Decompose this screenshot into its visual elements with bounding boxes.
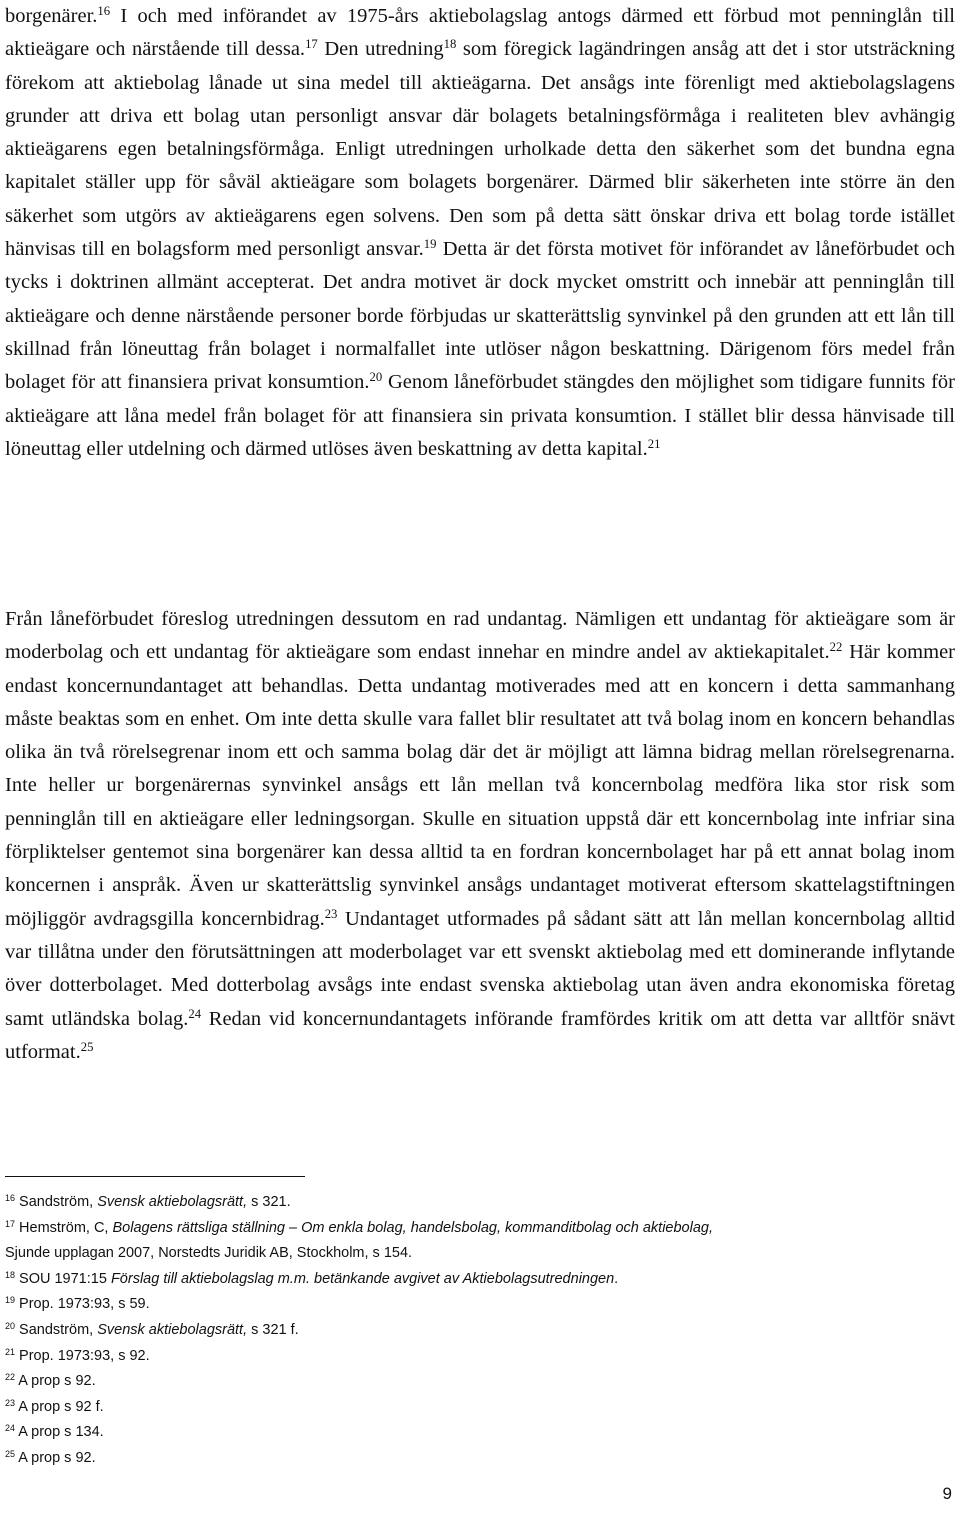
text-run: s 321. [247, 1194, 291, 1210]
text-run: Undantaget utformades på sådant sätt att lån mellan koncernbolag alltid var tillåtna under den förutsättningen att moderbolaget var ett svenskt aktiebolag med ett dominerande inflytande över dotterbolaget. Med dotterbolag avsågs inte endast svenska aktiebolag utan även andra ekonomiska företag samt utländska bolag. [5, 907, 955, 1030]
footnote-number: 21 [5, 1346, 15, 1357]
footnote-reference: 18 [443, 37, 457, 52]
footnote-number: 19 [5, 1295, 15, 1306]
footnote-17-continued [5, 1241, 955, 1267]
text-run: s 321 f. [247, 1321, 299, 1338]
text-run: Prop. 1973:93, s 59. [19, 1296, 150, 1313]
text-run: . [614, 1270, 619, 1287]
text-run: Den utredning [317, 38, 444, 61]
footnote-18 [5, 1267, 955, 1293]
footnote-19 [5, 1292, 955, 1318]
footnote-number: 22 [5, 1372, 15, 1383]
footnote-reference: 20 [369, 370, 383, 385]
text-run: Prop. 1973:93, s 92. [19, 1347, 150, 1364]
italic-title: Bolagens rättsliga ställning – Om enkla bolag, handelsbolag, kommanditbolag och aktiebolag, [112, 1219, 714, 1236]
italic-title: Svensk aktiebolagsrätt, [97, 1321, 248, 1338]
footnote-reference: 24 [188, 1006, 202, 1021]
footnote-21 [5, 1344, 955, 1370]
footnote-number: 23 [5, 1397, 15, 1408]
footnote-16 [5, 1190, 955, 1216]
text-run: Sjunde upplagan 2007, Norstedts Juridik AB, Stockholm, s 154. [5, 1245, 413, 1262]
text-run: A prop s 92. [18, 1373, 96, 1390]
text-run: A prop s 134. [18, 1424, 104, 1441]
footnote-number: 25 [5, 1449, 15, 1459]
text-run: Detta är det första motivet för införandet av låneförbudet och tycks i doktrinen allmänt accepterat. Det andra motivet är dock mycket omstritt och innebär att penninglån till aktieägare och denne närstående personer borde förbjudas ur skatterättslig synvinkel på den grunden att ett lån till skillnad från löneuttag från bolaget i normalfallet inte utlöser någon beskattning. Därigenom förs medel från bolaget för att finansiera privat konsumtion. [5, 238, 955, 394]
text-run: Sandström, [19, 1194, 98, 1210]
text-run: SOU 1971:15 [19, 1270, 111, 1287]
text-run: Sandström, [19, 1321, 98, 1338]
text-run: Hemström, C, [19, 1219, 113, 1236]
text-run: borgenärer. [5, 5, 98, 27]
italic-title: Förslag till aktiebolagslag m.m. betänkande avgivet av Aktiebolagsutredningen [110, 1270, 615, 1287]
text-run: A prop s 92 f. [18, 1398, 104, 1415]
footnote-reference: 16 [97, 4, 111, 19]
footnote-24 [5, 1420, 955, 1446]
footnote-separator [5, 1176, 305, 1177]
footnote-reference: 23 [324, 906, 338, 921]
text-run: A prop s 92. [18, 1449, 96, 1466]
text-run: Från låneförbudet föreslog utredningen dessutom en rad undantag. Nämligen ett undantag för aktieägare som är moderbolag och ett undantag för aktieägare som endast innehar en mindre andel av aktiekapitalet. [5, 608, 955, 664]
footnote-22 [5, 1369, 955, 1395]
body-paragraph-1 [5, 0, 955, 466]
italic-title: Svensk aktiebolagsrätt, [97, 1194, 248, 1210]
text-run: Genom låneförbudet stängdes den möjlighet som tidigare funnits för aktieägare att låna medel från bolaget för att finansiera sin privata konsumtion. I stället blir dessa hänvisade till löneuttag eller utdelning och därmed utlöses även beskattning av detta kapital. [5, 371, 955, 460]
footnote-reference: 25 [80, 1039, 94, 1054]
footnote-number: 20 [5, 1321, 15, 1332]
footnote-number: 18 [5, 1269, 15, 1280]
body-paragraph-2 [5, 603, 955, 1069]
text-run: som föregick lagändringen ansåg att det i stor utsträckning förekom att aktiebolag lånade ut sina medel till aktieägarna. Det ansågs inte förenligt med aktiebolagslagens grunder att driva ett bolag utan personligt ansvar där bolagets betalningsförmåga i realiteten blev avhängig aktieägarens egen betalningsförmåga. Enligt utredningen urholkade detta den säkerhet som det bundna egna kapitalet ställer upp för såväl aktieägare som bolagets borgenärer. Därmed blir säkerheten inte större än den säkerhet som utgörs av aktieägarens egen solvens. Den som på detta sätt önskar driva ett bolag torde istället hänvisas till en bolagsform med personligt ansvar. [5, 38, 955, 261]
footnote-number: 16 [5, 1193, 15, 1204]
footnote-25 [5, 1446, 955, 1472]
footnote-reference: 17 [305, 37, 318, 52]
footnote-reference: 22 [829, 640, 843, 655]
footnote-number: 17 [5, 1218, 15, 1229]
footnote-23 [5, 1395, 955, 1421]
text-run: I och med införandet av 1975-års aktiebolagslag antogs därmed ett förbud mot penninglån till aktieägare och närstående till dessa. [5, 5, 955, 61]
text-run: Här kommer endast koncernundantaget att behandlas. Detta undantag motiverades med att en koncern i detta sammanhang måste beaktas som en enhet. Om inte detta skulle vara fallet blir resultatet att två bolag inom en koncern behandlas olika än två rörelsegrenar inom ett och samma bolag där det är möjligt att lämna bidrag mellan rörelsegrenarna. Inte heller ur borgenärernas synvinkel ansågs ett lån mellan två koncernbolag medföra lika stor risk som penninglån till en aktieägare eller ledningsorgan. Skulle en situation uppstå där ett koncernbolag inte infriar sina förpliktelser gentemot sina borgenärer kan dessa alltid ta en fordran koncernbolaget har på ett annat bolag inom koncernen i anspråk. Även ur skatterättslig synvinkel ansågs undantaget motiverat eftersom skattelagstiftningen möjliggör avdragsgilla koncernbidrag. [5, 641, 955, 930]
page-number: 9 [942, 1484, 952, 1503]
footnote-list [5, 1190, 955, 1472]
text-run: Redan vid koncernundantagets införande framfördes kritik om att detta var alltför snävt utformat. [5, 1007, 955, 1063]
footnote-reference: 21 [647, 436, 661, 451]
footnote-number: 24 [5, 1423, 15, 1434]
footnote-17 [5, 1216, 955, 1242]
footnote-reference: 19 [423, 237, 437, 252]
footnote-20 [5, 1318, 955, 1344]
